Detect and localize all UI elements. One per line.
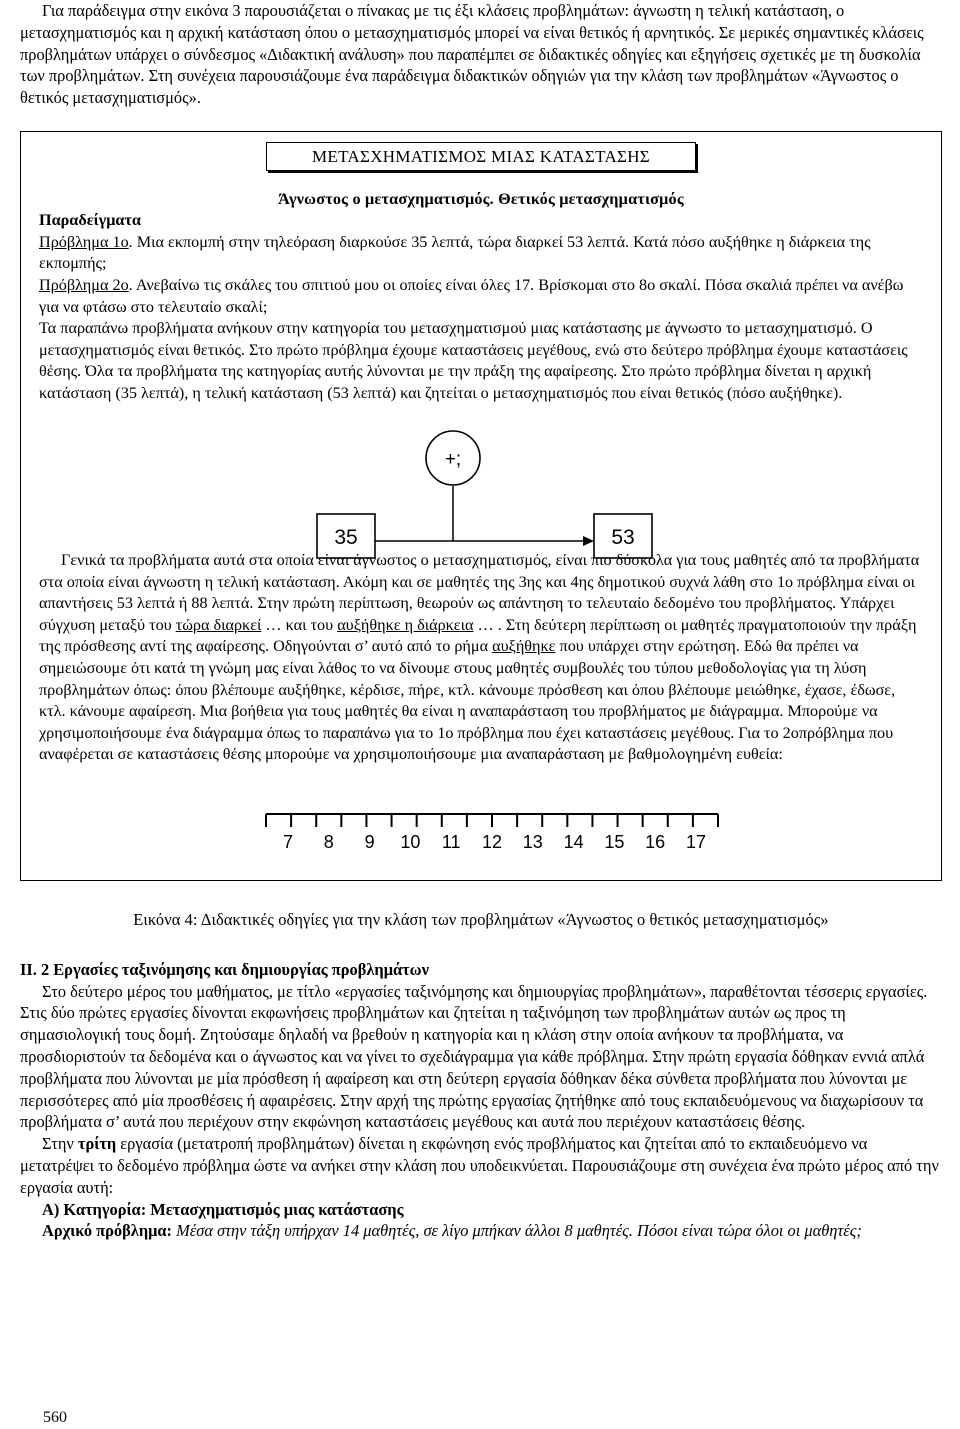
page-number: 560 [43,1409,67,1426]
transformation-diagram-svg [21,430,943,560]
section [20,959,942,1242]
analysis-text-b: … και του [261,615,338,634]
final-state-value: 53 [611,525,635,549]
analysis-text-c: … . Στη δεύτερη περίπτωση οι μαθητές πραγματοποιούν την πράξη της πρόσθεσης αντί της αφαίρεσης. Οδηγούνται σ’ αυτό από το ρήμα [39,615,917,656]
initial-problem-text: Μέσα στην τάξη υπήρχαν 14 μαθητές, σε λίγο μπήκαν άλλοι 8 μαθητές. Πόσοι είναι τώρα όλοι οι μαθητές; [172,1221,862,1241]
number-line-label: 11 [441,831,461,852]
operator-label: +; [444,448,462,470]
section-paragraph-1: Στο δεύτερο μέρος του μαθήματος, με τίτλο «εργασίες ταξινόμησης και δημιουργίας προβλημάτων», παραθέτονται τέσσερις εργασίες. Στις δύο πρώτες εργασίες δίνονται εκφωνήσεις προβλημάτων και ζητείται η ταξινόμηση των προβλημάτων αυτών ως προς τη σημασιολογική τους δομή. Ζητούσαμε δηλαδή να βρεθούν η κατηγορία και η κλάση στην οποία ανήκουν τα προβλήματα, να προσδιοριστούν τα δεδομένα και ο άγνωστος και να γίνει το σχεδιάγραμμα για κάθε πρόβλημα. Στην πρώτη εργασία δόθηκαν εννιά απλά προβλήματα που λύνονται με μία πρόσθεση ή αφαίρεση και στη δεύτερη εργασία δόθηκαν δέκα σύνθετα προβλήματα που λύνονται με περισσότερες από μία προσθέσεις ή αφαιρέσεις. Στην αρχή της πρώτης εργασίας ζητήθηκε από τους εκπαιδευόμενους να διαχωρίσουν τα προβλήματα σ’ αυτά που περιέχουν στην εκφώνηση καταστάσεις μεγέθους και αυτά που περιέχουν καταστάσεις θέσης. [20,981,928,1132]
number-line-label: 13 [522,831,543,852]
figure-subtitle: Άγνωστος ο μετασχηματισμός. Θετικός μετασχηματισμός [278,189,684,208]
problem-1 [39,232,923,275]
number-line-label: 7 [282,831,294,852]
figure-caption: Εικόνα 4: Διδακτικές οδηγίες για την κλάση των προβλημάτων «Άγνωστος ο θετικός μετασχηματισμός» [133,909,829,929]
figure-title: ΜΕΤΑΣΧΗΜΑΤΙΣΜΟΣ ΜΙΑΣ ΚΑΤΑΣΤΑΣΗΣ [266,142,696,171]
figure-box [20,131,942,881]
number-line-label: 12 [481,831,503,852]
initial-problem [20,1220,942,1242]
initial-problem-label: Αρχικό πρόβλημα: [42,1221,173,1241]
arrow-head [583,536,594,546]
number-line-label: 10 [400,831,421,852]
underlined-phrase-3: αυξήθηκε [492,637,556,656]
section-paragraph-2-bold: τρίτη [77,1134,117,1154]
initial-state-value: 35 [334,525,358,549]
problem-2 [39,275,923,318]
section-paragraph-2-b: εργασία (μετατροπή προβλημάτων) δίνεται η εκφώνηση ενός προβλήματος και ζητείται από το εκπαιδευόμενο να μετατρέψει το δεδομένο πρόβλημα ώστε να ανήκει στην κλάση που υποδεικνύεται. Παρουσιάζουμε στη συνέχεια ένα πρώτο μέρος από την εργασία αυτή: [20,1134,939,1197]
category-heading: Α) Κατηγορία: Μετασχηματισμός μιας κατάστασης [42,1199,404,1219]
number-line-label: 14 [563,831,584,852]
number-line-label: 16 [645,831,666,852]
figure-box-content [21,142,941,405]
document-page [20,0,942,1242]
analysis-text [39,550,923,766]
analysis-text-a: Γενικά τα προβλήματα αυτά στα οποία είναι άγνωστος ο μετασχηματισμός, είναι πιο δύσκολα για τους μαθητές από τα προβλήματα στα οποία είναι άγνωστη η τελική κατάσταση. Ακόμη και σε μαθητές της 3ης και 4ης δημοτικού συχνά λάθη στο 1ο πρόβλημα είναι οι απαντήσεις 53 λεπτά ή 88 λεπτά. Στην πρώτη περίπτωση, θεωρούν ως απάντηση το τελευταίο δεδομένο του προβλήματος. Υπάρχει σύγχυση μεταξύ του [39,550,920,634]
underlined-phrase-2: αυξήθηκε η διάρκεια [337,615,474,634]
section-paragraph-2-a: Στην [42,1134,78,1154]
analysis-paragraph [39,550,923,766]
transformation-diagram [21,430,943,560]
problem-1-label: Πρόβλημα 1ο [39,232,129,251]
explanation-paragraph: Τα παραπάνω προβλήματα ανήκουν στην κατηγορία του μετασχηματισμού μιας κατάστασης με άγνωστο το μετασχηματισμό. Ο μετασχηματισμός είναι θετικός. Στο πρώτο πρόβλημα έχουμε καταστάσεις μεγέθους, ενώ στο δεύτερο πρόβλημα έχουμε καταστάσεις θέσης. Όλα τα προβλήματα της κατηγορίας αυτής λύνονται με την πράξη της αφαίρεσης. Στο πρώτο πρόβλημα δίνεται η αρχική κατάσταση (35 λεπτά), η τελική κατάσταση (53 λεπτά) και ζητείται ο μετασχηματισμός που είναι θετικός (πόσο αυξήθηκε). [39,319,908,402]
number-line-svg [21,808,943,868]
section-paragraph-2 [20,1133,942,1198]
examples-heading: Παραδείγματα [39,211,141,230]
problem-2-text: . Ανεβαίνω τις σκάλες του σπιτιού μου οι οποίες είναι όλες 17. Βρίσκομαι στο 8ο σκαλί. Πόσα σκαλιά πρέπει να ανέβω για να φτάσω στο τελευταίο σκαλί; [39,275,904,316]
number-line [21,808,943,868]
underlined-phrase-1: τώρα διαρκεί [175,615,262,634]
analysis-text-d: που υπάρχει στην ερώτηση. Εδώ θα πρέπει να σημειώσουμε ότι κατά τη γνώμη μας είναι λάθος το να δίνουμε στους μαθητές συμβουλές του τύπου μεθοδολογίας για τη λύση προβλημάτων όπως: όπου βλέπουμε αυξήθηκε, κέρδισε, πήρε, κτλ. κάνουμε πρόσθεση και όπου βλέπουμε μειώθηκε, έχασε, έδωσε, κτλ. κάνουμε αφαίρεση. Μια βοήθεια για τους μαθητές θα είναι η αναπαράσταση του προβλήματος με διάγραμμα. Μπορούμε να χρησιμοποιήσουμε ένα διάγραμμα όπως το παραπάνω για το 1ο πρόβλημα που έχει καταστάσεις μεγέθους. Για το 2οπρόβλημα που αναφέρεται σε καταστάσεις θέσης μπορούμε να χρησιμοποιήσουμε μια αναπαράσταση με βαθμολογημένη ευθεία: [39,637,896,764]
intro-paragraph: Για παράδειγμα στην εικόνα 3 παρουσιάζεται ο πίνακας με τις έξι κλάσεις προβλημάτων: άγνωστη η τελική κατάσταση, ο μετασχηματισμός και η αρχική κατάσταση όπου ο μετασχηματισμός μπορεί να είναι θετικός ή αρνητικός. Σε μερικές σημαντικές κλάσεις προβλημάτων υπάρχει ο σύνδεσμος «Διδακτική ανάλυση» που παραπέμπει σε διδακτικές οδηγίες και εξηγήσεις σχετικές με τη δυσκολία των προβλημάτων. Στη συνέχεια παρουσιάζουμε ένα παράδειγμα διδακτικών οδηγιών για την κλάση των προβλημάτων «Άγνωστος ο θετικός μετασχηματισμός». [20,1,924,108]
section-heading: ΙΙ. 2 Εργασίες ταξινόμησης και δημιουργίας προβλημάτων [20,959,429,979]
number-line-label: 17 [685,831,707,852]
problem-1-text: . Μια εκπομπή στην τηλεόραση διαρκούσε 35 λεπτά, τώρα διαρκεί 53 λεπτά. Κατά πόσο αυξήθηκε η διάρκεια της εκπομπής; [39,232,871,273]
number-line-label: 9 [364,831,375,852]
number-line-label: 15 [604,831,625,852]
number-line-label: 8 [323,831,334,852]
problem-2-label: Πρόβλημα 2ο [39,275,129,294]
